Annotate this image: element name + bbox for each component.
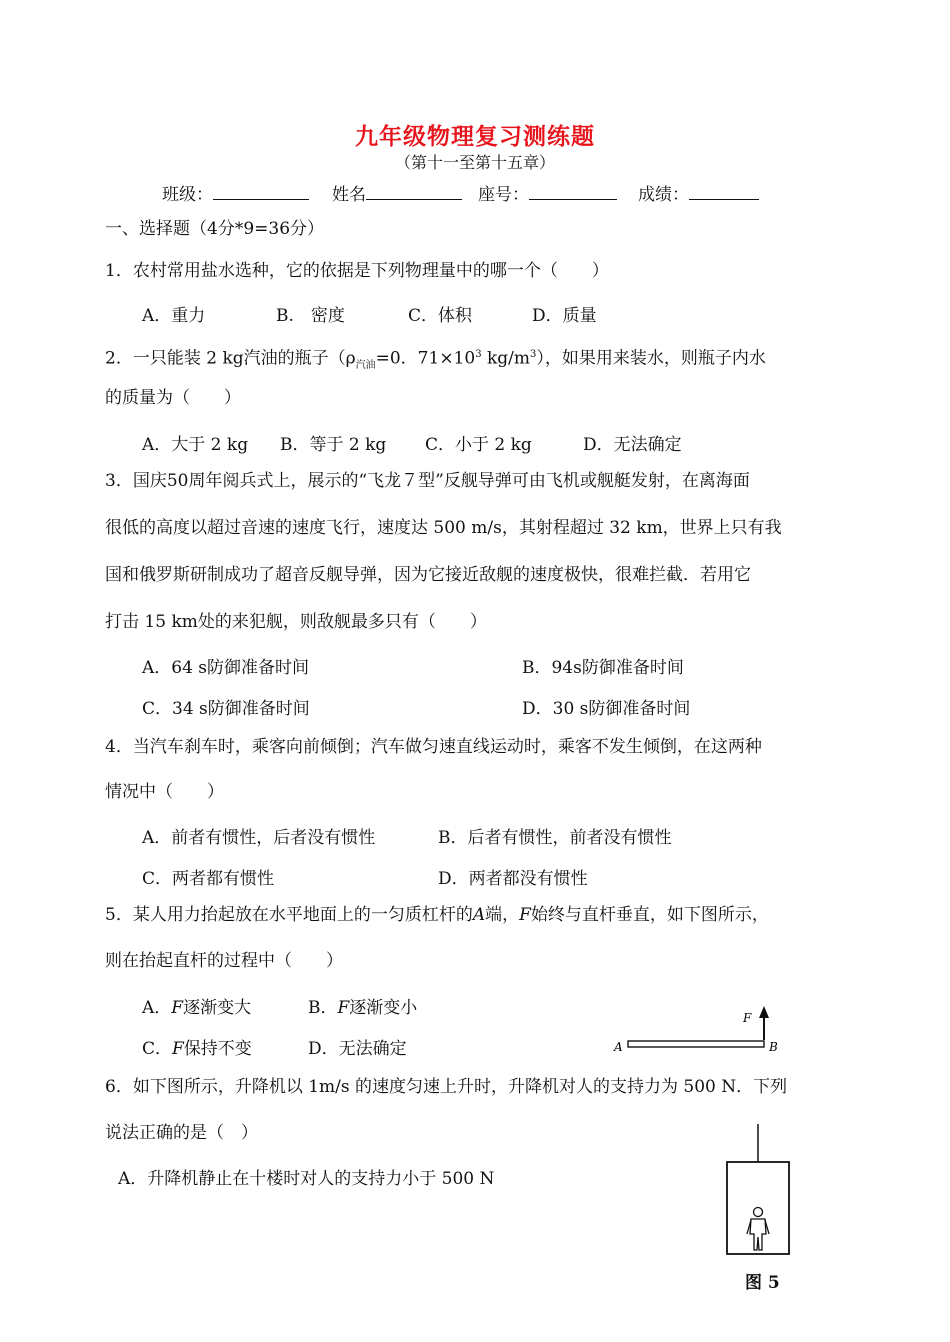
q3-line1: 3．国庆50周年阅兵式上，展示的“飞龙７型”反舰导弹可由飞机或舰艇发射，在离海面 bbox=[105, 471, 750, 491]
q2-stem-line2: 的质量为（ ） bbox=[105, 388, 241, 408]
q2-stem-mid: =0．71×10 bbox=[375, 348, 476, 369]
class-field bbox=[162, 180, 309, 205]
person-icon bbox=[747, 1208, 769, 1251]
q2-option-d[interactable]: D．无法确定 bbox=[583, 435, 682, 455]
q5-c-prefix: C． bbox=[142, 1039, 173, 1059]
seat-label: 座号： bbox=[478, 185, 529, 205]
q1-option-c[interactable]: C．体积 bbox=[408, 306, 473, 326]
seat-blank[interactable] bbox=[529, 185, 617, 200]
q2-stem-end: ），如果用来装水，则瓶子内水 bbox=[536, 348, 766, 369]
q3-option-a[interactable]: A．64 s防御准备时间 bbox=[142, 658, 310, 678]
q4-option-a[interactable]: A．前者有惯性，后者没有惯性 bbox=[142, 828, 376, 848]
name-label: 姓名 bbox=[332, 185, 366, 205]
page-title: 九年级物理复习测练题 bbox=[355, 123, 595, 150]
q6-line2: 说法正确的是（ ） bbox=[105, 1123, 258, 1143]
elevator-figure bbox=[718, 1124, 798, 1259]
q5-a-prefix: A． bbox=[142, 998, 172, 1018]
q6-line1: 6．如下图所示，升降机以 1m/s 的速度匀速上升时，升降机对人的支持力为 500 N．下列 bbox=[105, 1077, 788, 1097]
page-subtitle: （第十一至第十五章） bbox=[394, 153, 555, 172]
q5-c-text: 保持不变 bbox=[183, 1039, 252, 1059]
q2-subscript: 汽油 bbox=[355, 360, 376, 372]
q2-stem-text: 2．一只能装 2 kg汽油的瓶子（ρ bbox=[105, 348, 356, 369]
q2-sup1: 3 bbox=[475, 349, 482, 360]
q5-line1-end: 始终与直杆垂直，如下图所示， bbox=[530, 905, 769, 925]
q5-option-b[interactable] bbox=[308, 993, 417, 1018]
q5-line1-text: 5．某人用力抬起放在水平地面上的一匀质杠杆的 bbox=[105, 905, 473, 925]
q5-c-f: F bbox=[172, 1039, 184, 1059]
q1-stem: 1．农村常用盐水选种，它的依据是下列物理量中的哪一个（ ） bbox=[105, 261, 609, 281]
lever-label-f: F bbox=[743, 1011, 752, 1025]
score-field bbox=[638, 180, 759, 205]
q5-option-a[interactable] bbox=[142, 993, 251, 1018]
q5-b-text: 逐渐变小 bbox=[349, 998, 418, 1018]
q5-a-text: 逐渐变大 bbox=[183, 998, 252, 1018]
q1-option-a[interactable]: A．重力 bbox=[142, 306, 206, 326]
q3-line4: 打击 15 km处的来犯舰，则敌舰最多只有（ ） bbox=[105, 612, 487, 632]
q1-option-b[interactable]: B. 密度 bbox=[276, 306, 345, 326]
q5-point-a: A bbox=[472, 905, 486, 925]
name-field bbox=[332, 180, 462, 205]
q4-line2: 情况中（ ） bbox=[105, 782, 224, 802]
lever-figure bbox=[612, 1004, 792, 1060]
q2-option-c[interactable]: C．小于 2 kg bbox=[425, 435, 532, 455]
q2-sup2: 3 bbox=[530, 349, 537, 360]
class-blank[interactable] bbox=[213, 185, 309, 200]
q2-stem-unit: kg/m bbox=[481, 348, 531, 369]
score-blank[interactable] bbox=[689, 185, 759, 200]
q5-force-f: F bbox=[519, 905, 531, 925]
q3-line2: 很低的高度以超过音速的速度飞行，速度达 500 m/s，其射程超过 32 km，世界上只有我 bbox=[105, 518, 782, 538]
q4-option-d[interactable]: D．两者都没有惯性 bbox=[438, 869, 588, 889]
q5-option-c[interactable] bbox=[142, 1034, 252, 1059]
score-label: 成绩： bbox=[638, 185, 689, 205]
figure-caption: 图 5 bbox=[745, 1273, 780, 1293]
q5-b-prefix: B． bbox=[308, 998, 338, 1018]
q4-option-c[interactable]: C．两者都有惯性 bbox=[142, 869, 275, 889]
q3-option-d[interactable]: D．30 s防御准备时间 bbox=[522, 699, 691, 719]
lever-rod bbox=[628, 1041, 764, 1047]
name-blank[interactable] bbox=[366, 185, 462, 200]
q5-line1-mid: 端， bbox=[485, 905, 520, 925]
q4-line1: 4．当汽车刹车时，乘客向前倾倒；汽车做匀速直线运动时，乘客不发生倾倒，在这两种 bbox=[105, 737, 762, 757]
class-label: 班级： bbox=[162, 185, 213, 205]
lever-label-a: A bbox=[614, 1040, 623, 1054]
q6-option-a[interactable]: A．升降机静止在十楼时对人的支持力小于 500 N bbox=[118, 1169, 495, 1189]
q2-option-b[interactable]: B．等于 2 kg bbox=[280, 435, 387, 455]
q5-a-f: F bbox=[171, 998, 184, 1018]
q2-stem bbox=[105, 344, 766, 377]
q2-option-a[interactable]: A．大于 2 kg bbox=[142, 435, 249, 455]
seat-field bbox=[478, 180, 617, 205]
q3-option-b[interactable]: B．94s防御准备时间 bbox=[522, 658, 684, 678]
q3-option-c[interactable]: C．34 s防御准备时间 bbox=[142, 699, 310, 719]
lever-label-b: B bbox=[769, 1040, 778, 1054]
q1-option-d[interactable]: D．质量 bbox=[532, 306, 597, 326]
q5-line1 bbox=[105, 904, 769, 926]
q5-b-f: F bbox=[337, 998, 350, 1018]
q5-line2: 则在抬起直杆的过程中（ ） bbox=[105, 951, 343, 971]
q5-option-d[interactable]: D．无法确定 bbox=[308, 1039, 407, 1059]
q4-option-b[interactable]: B．后者有惯性，前者没有惯性 bbox=[438, 828, 672, 848]
force-arrow-head-icon bbox=[759, 1006, 769, 1018]
q3-line3: 国和俄罗斯研制成功了超音反舰导弹，因为它接近敌舰的速度极快，很难拦截．若用它 bbox=[105, 565, 751, 585]
section-heading: 一、选择题（4分*9=36分） bbox=[105, 219, 325, 239]
